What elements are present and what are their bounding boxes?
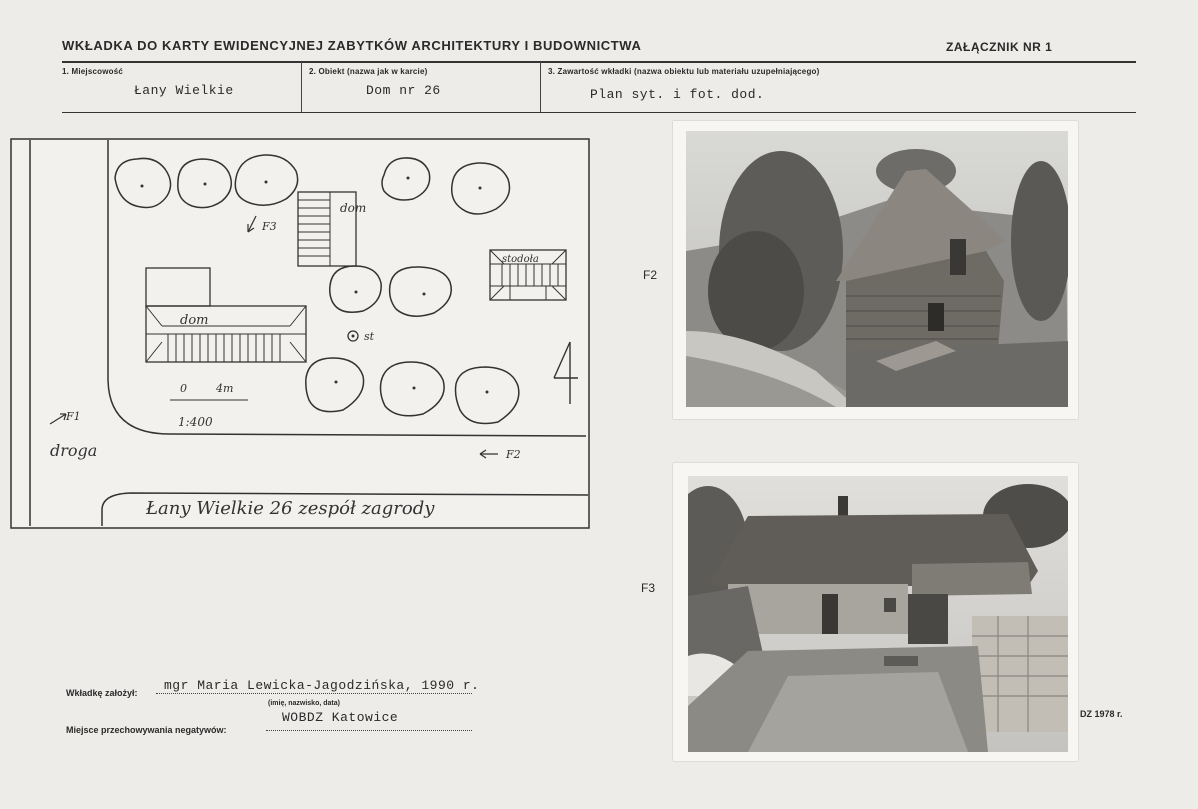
- barn-label: stodoła: [502, 254, 539, 265]
- view-label-f2: F2: [506, 448, 521, 461]
- well-label: st: [364, 330, 375, 343]
- house-main-label: dom: [180, 313, 209, 328]
- negatives-underline: [266, 729, 472, 731]
- place-label: 1. Miejscowość: [62, 67, 124, 76]
- object-value: Dom nr 26: [366, 83, 441, 98]
- field-divider-1: [301, 62, 302, 112]
- negatives-label: Miejsce przechowywania negatywów:: [66, 725, 227, 735]
- site-plan: [10, 138, 590, 530]
- author-underline: [156, 692, 472, 694]
- photo-f3-label: F3: [641, 581, 656, 595]
- scale-length: 4m: [216, 382, 234, 395]
- field-divider-2: [540, 62, 541, 112]
- well-center: [352, 335, 355, 338]
- scale-zero: 0: [180, 382, 187, 395]
- road-label: droga: [50, 441, 98, 460]
- house-small-label: dom: [340, 201, 367, 215]
- photo-f3: [688, 476, 1068, 752]
- scale-ratio: 1:400: [178, 415, 213, 429]
- photo-f2: [686, 131, 1068, 407]
- content-value: Plan syt. i fot. dod.: [590, 87, 765, 102]
- attachment-number: ZAŁĄCZNIK NR 1: [946, 40, 1053, 54]
- author-label: Wkładkę założył:: [66, 688, 138, 698]
- view-label-f1: F1: [66, 410, 81, 423]
- photo-f2-label: F2: [643, 268, 658, 282]
- negatives-value: WOBDZ Katowice: [282, 710, 399, 725]
- view-label-f3: F3: [262, 220, 277, 233]
- print-code: DZ 1978 r.: [1080, 709, 1123, 719]
- header-rule-top: [62, 61, 1136, 63]
- author-sublabel: (imię, nazwisko, data): [268, 700, 340, 707]
- place-value: Łany Wielkie: [134, 83, 234, 98]
- header-rule-bottom: [62, 112, 1136, 113]
- object-label: 2. Obiekt (nazwa jak w karcie): [309, 67, 428, 76]
- content-label: 3. Zawartość wkładki (nazwa obiektu lub materiału uzupełniającego): [548, 67, 820, 76]
- author-value: mgr Maria Lewicka-Jagodzińska, 1990 r.: [164, 678, 480, 693]
- document-title: WKŁADKA DO KARTY EWIDENCYJNEJ ZABYTKÓW ARCHITEKTURY I BUDOWNICTWA: [62, 38, 642, 53]
- plan-caption: Łany Wielkie 26 zespół zagrody: [146, 498, 435, 519]
